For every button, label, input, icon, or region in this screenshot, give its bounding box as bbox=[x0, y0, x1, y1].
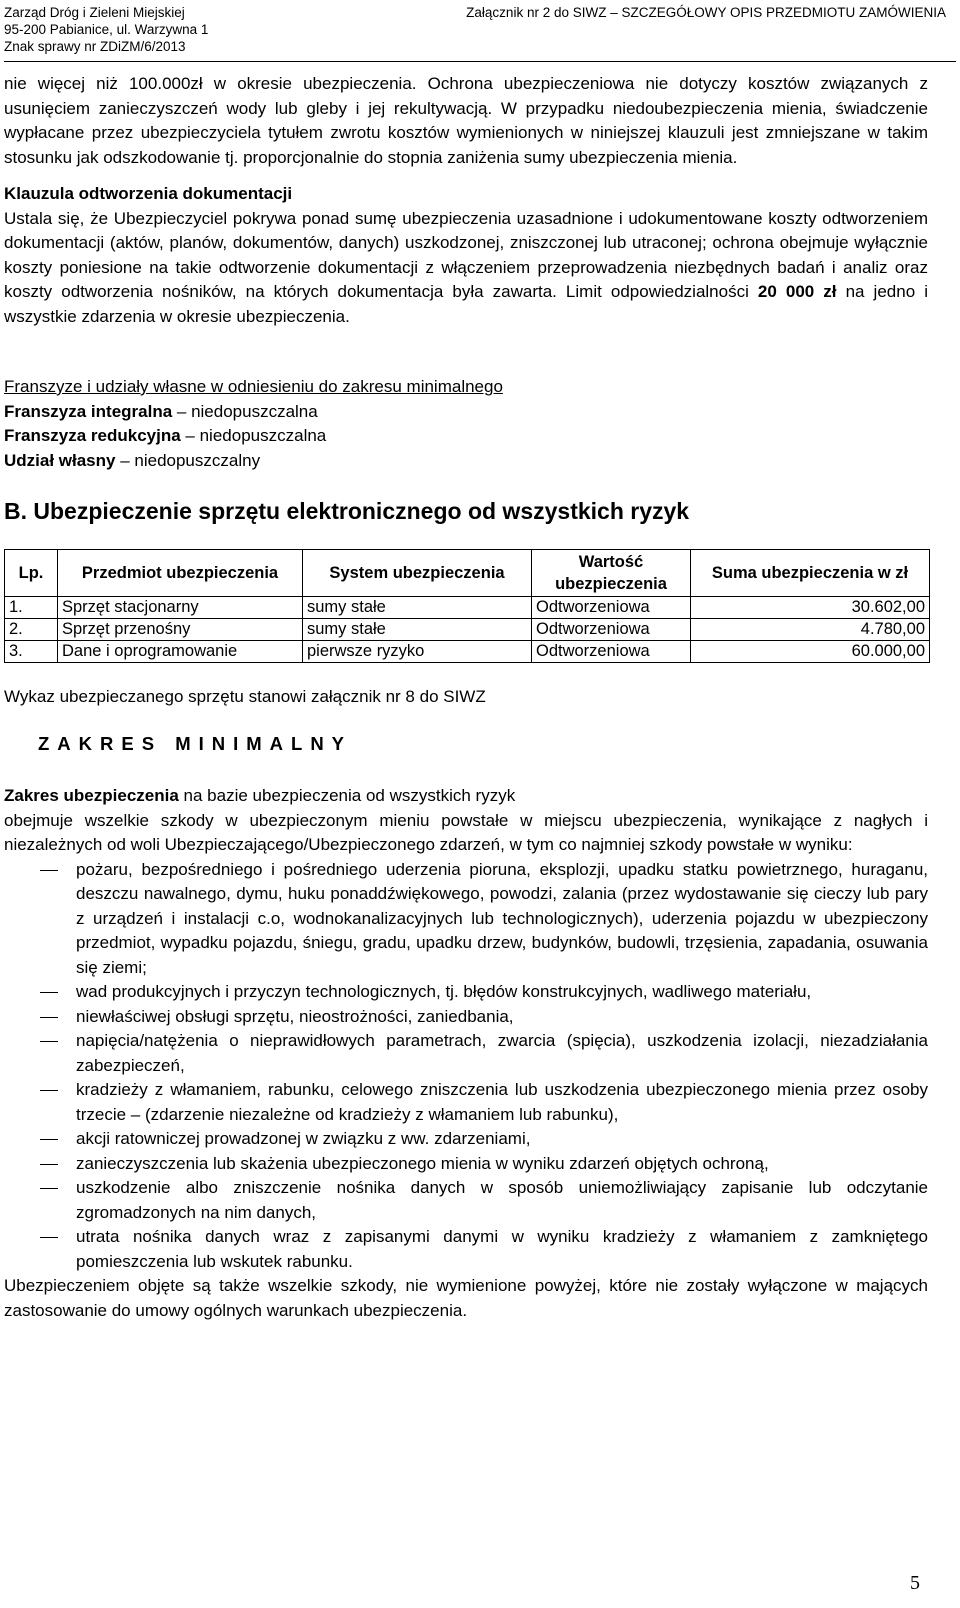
franszyzy-heading: Franszyze i udziały własne w odniesieniu do zakresu minimalnego bbox=[4, 377, 503, 396]
list-item: wad produkcyjnych i przyczyn technologicznych, tj. błędów konstrukcyjnych, wadliwego materiału, bbox=[4, 980, 928, 1005]
table-cell: Sprzęt przenośny bbox=[58, 619, 303, 641]
header-attachment-title: Załącznik nr 2 do SIWZ – SZCZEGÓŁOWY OPIS PRZEDMIOTU ZAMÓWIENIA bbox=[466, 5, 946, 20]
table-cell: sumy stałe bbox=[303, 619, 532, 641]
table-cell: sumy stałe bbox=[303, 597, 532, 619]
table-cell: Sprzęt stacjonarny bbox=[58, 597, 303, 619]
table-cell: 4.780,00 bbox=[691, 619, 930, 641]
udzial-wlasny bbox=[4, 449, 928, 474]
franszyza-integralna bbox=[4, 400, 928, 425]
table-header-row bbox=[5, 550, 930, 597]
list-item: akcji ratowniczej prowadzonej w związku z ww. zdarzeniami, bbox=[4, 1127, 928, 1152]
document-body bbox=[4, 72, 928, 1323]
table-cell: 1. bbox=[5, 597, 58, 619]
header-org-name: Zarząd Dróg i Zieleni Miejskiej bbox=[4, 5, 185, 20]
table-header-cell: Suma ubezpieczenia w zł bbox=[691, 550, 930, 597]
zakres-title-line bbox=[4, 784, 928, 809]
equipment-table bbox=[4, 549, 930, 663]
list-item: zanieczyszczenia lub skażenia ubezpieczonego mienia w wyniku zdarzeń objętych ochroną, bbox=[4, 1152, 928, 1177]
franszyzy-section bbox=[4, 375, 928, 473]
list-item: uszkodzenie albo zniszczenie nośnika danych w sposób uniemożliwiający zapisanie lub odczytanie zgromadzonych na nim danych, bbox=[4, 1176, 928, 1225]
franszyza-label: Franszyza integralna bbox=[4, 401, 173, 421]
table-cell: 30.602,00 bbox=[691, 597, 930, 619]
section-b-title: B. Ubezpieczenie sprzętu elektronicznego od wszystkich ryzyk bbox=[4, 498, 690, 524]
klauzula-title: Klauzula odtworzenia dokumentacji bbox=[4, 184, 293, 203]
header-case-number: Znak sprawy nr ZDiZM/6/2013 bbox=[4, 39, 186, 54]
page-header bbox=[4, 4, 956, 62]
table-header-cell: Przedmiot ubezpieczenia bbox=[58, 550, 303, 597]
franszyza-label: Udział własny bbox=[4, 450, 116, 470]
table-cell: 60.000,00 bbox=[691, 641, 930, 663]
table-cell: 3. bbox=[5, 641, 58, 663]
table-row bbox=[5, 641, 930, 663]
list-item: pożaru, bezpośredniego i pośredniego uderzenia pioruna, eksplozji, upadku statku powietrznego, huraganu, deszczu nawalnego, dymu, huku ponaddźwiękowego, powodzi, zalania (przez wydostawanie się cieczy lub pary z urządzeń i instalacji c.o, wodnokanalizacyjnych lub technologicznych), uderzenia pojazdu w ubezpieczony przedmiot, wypadku pojazdu, śniegu, gradu, upadku drzew, budynków, budowli, trzęsienia, zapadania, osuwania się ziemi; bbox=[4, 858, 928, 981]
header-address: 95-200 Pabianice, ul. Warzywna 1 bbox=[4, 22, 209, 37]
franszyza-value: – niedopuszczalna bbox=[172, 401, 318, 421]
table-row bbox=[5, 597, 930, 619]
list-item: napięcia/natężenia o nieprawidłowych parametrach, zwarcia (spięcia), uszkodzenia izolacji, niezadziałania zabezpieczeń, bbox=[4, 1029, 928, 1078]
table-header-cell: System ubezpieczenia bbox=[303, 550, 532, 597]
klauzula-text bbox=[4, 207, 928, 330]
zakres-closing: Ubezpieczeniem objęte są także wszelkie szkody, nie wymienione powyżej, które nie zostały wyłączone w mających zastosowanie do umowy ogólnych warunkach ubezpieczenia. bbox=[4, 1276, 928, 1320]
zakres-section bbox=[4, 784, 928, 1323]
franszyza-label: Franszyza redukcyjna bbox=[4, 426, 181, 445]
franszyza-value: – niedopuszczalny bbox=[115, 450, 261, 470]
franszyza-value: – niedopuszczalna bbox=[180, 426, 327, 445]
wykaz-note: Wykaz ubezpieczanego sprzętu stanowi załącznik nr 8 do SIWZ bbox=[4, 687, 486, 706]
table-row bbox=[5, 619, 930, 641]
table-cell: Odtworzeniowa bbox=[532, 619, 691, 641]
intro-paragraph: nie więcej niż 100.000zł w okresie ubezpieczenia. Ochrona ubezpieczeniowa nie dotyczy kosztów związanych z usunięciem zanieczyszczeń wody lub gleby i jej rekultywacją. W przypadku niedoubezpieczenia mienia, świadczenie wypłacane przez ubezpieczyciela tytułem zwrotu kosztów wymienionych w niniejszej klauzuli jest zmniejszane w takim stosunku jak odszkodowanie tj. proporcjonalnie do stopnia zaniżenia sumy ubezpieczenia mienia. bbox=[4, 74, 928, 167]
table-cell: Dane i oprogramowanie bbox=[58, 641, 303, 663]
table-cell: Odtworzeniowa bbox=[532, 641, 691, 663]
table-cell: Odtworzeniowa bbox=[532, 597, 691, 619]
table-cell: pierwsze ryzyko bbox=[303, 641, 532, 663]
list-item: kradzieży z włamaniem, rabunku, celowego zniszczenia lub uszkodzenia ubezpieczonego mienia przez osoby trzecie – (zdarzenie niezależne od kradzieży z włamaniem lub rabunku), bbox=[4, 1078, 928, 1127]
klauzula-text-end: na jedno i wszystkie zdarzenia w okresie ubezpieczenia. bbox=[4, 282, 928, 326]
zakres-minimalny-heading: ZAKRES MINIMALNY bbox=[38, 732, 353, 754]
franszyza-redukcyjna bbox=[4, 424, 928, 449]
list-item: niewłaściwej obsługi sprzętu, nieostrożności, zaniedbania, bbox=[4, 1005, 928, 1030]
zakres-title: Zakres ubezpieczenia bbox=[4, 786, 179, 805]
zakres-title-rest: na bazie ubezpieczenia od wszystkich ryzyk bbox=[178, 786, 516, 805]
klauzula-text-main: Ustala się, że Ubezpieczyciel pokrywa ponad sumę ubezpieczenia uzasadnione i udokumentowane koszty odtworzeniem dokumentacji (aktów, planów, dokumentów, danych) uszkodzonej, zniszczonej lub utraconej; ochrona obejmuje wyłącznie koszty poniesione na takie odtworzenie dokumentacji z włączeniem przeprowadzenia niezbędnych badań i analiz oraz koszty odtworzenia nośników, na których dokumentacja była zawarta. Limit odpowiedzialności bbox=[4, 208, 928, 301]
table-header-cell: Lp. bbox=[5, 550, 58, 597]
zakres-list bbox=[4, 858, 928, 1275]
zakres-intro: obejmuje wszelkie szkody w ubezpieczonym mieniu powstałe w miejscu ubezpieczenia, wynikające z nagłych i niezależnych od woli Ubezpieczającego/Ubezpieczonego zdarzeń, w tym co najmniej szkody powstałe w wyniku: bbox=[4, 810, 928, 854]
table-header-cell: Wartość ubezpieczenia bbox=[532, 550, 691, 597]
header-divider bbox=[4, 61, 956, 62]
klauzula-section bbox=[4, 182, 928, 329]
page-number: 5 bbox=[910, 1572, 920, 1594]
klauzula-limit: 20 000 zł bbox=[757, 282, 837, 301]
table-cell: 2. bbox=[5, 619, 58, 641]
header-left bbox=[4, 4, 208, 55]
list-item: utrata nośnika danych wraz z zapisanymi danymi w wyniku kradzieży z włamaniem z zamkniętego pomieszczenia lub wskutek rabunku. bbox=[4, 1225, 928, 1274]
